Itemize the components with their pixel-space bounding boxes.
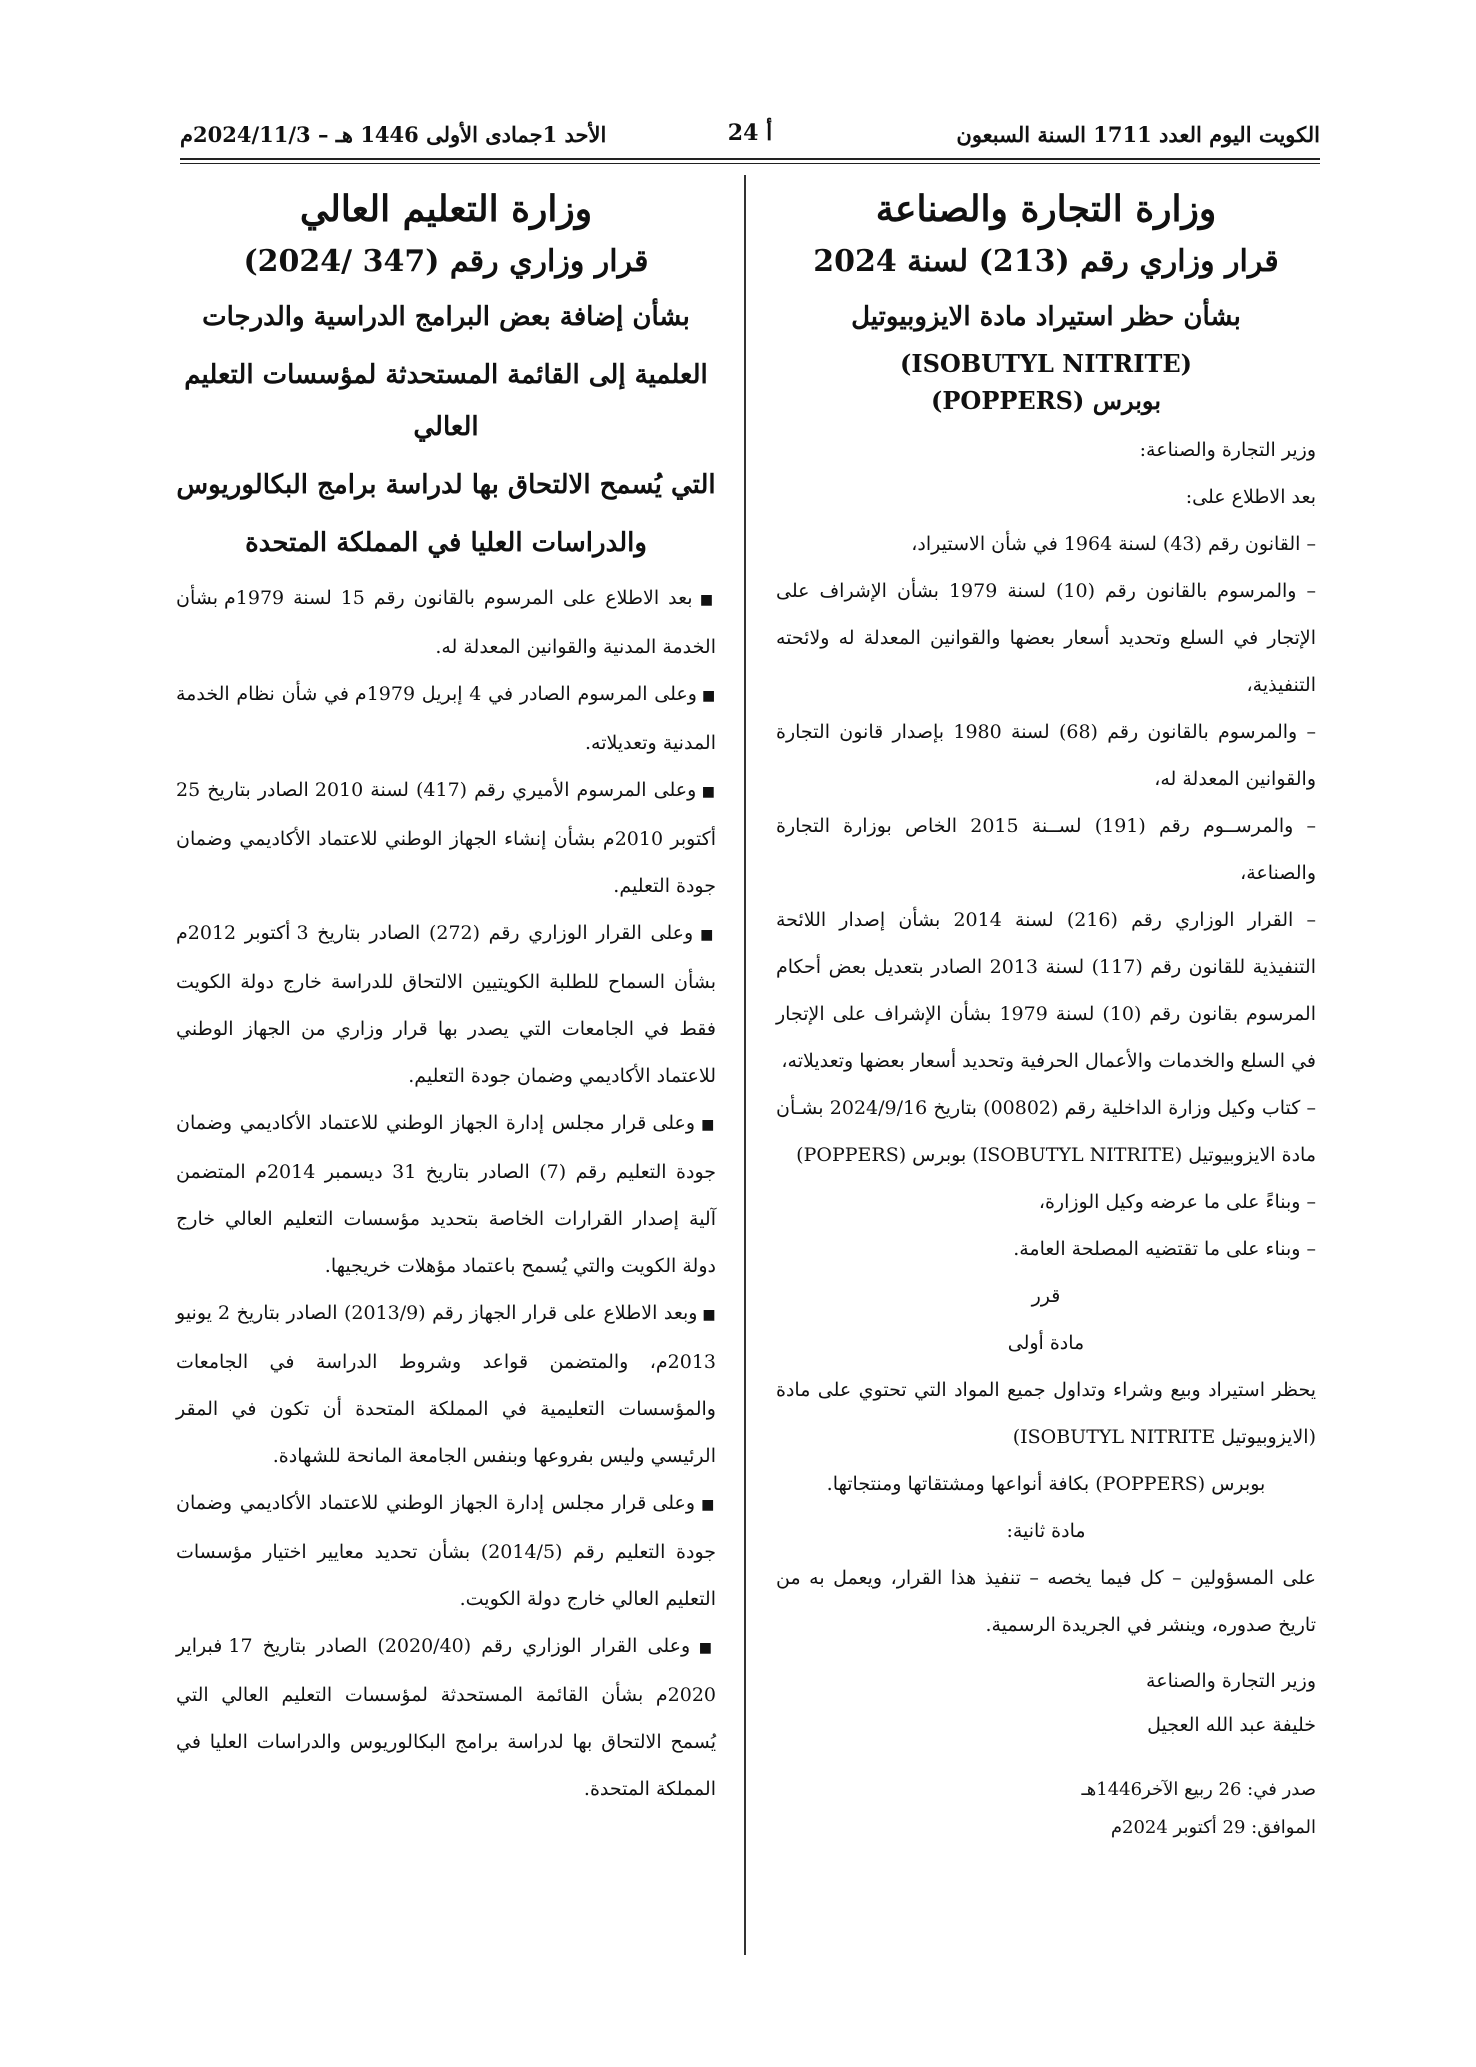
article-one-text-cont: بوبرس (POPPERS) بكافة أنواعها ومشتقاتها ومنتجاتها. (826, 1473, 1266, 1495)
review-item: – والمرســوم رقم (191) لســنة 2015 الخاص بوزارة التجارة والصناعة، (776, 815, 1316, 884)
article-two-title: مادة ثانية: (1006, 1520, 1086, 1542)
ministry-title: وزارة التعليم العالي (299, 188, 593, 230)
ministry-title: وزارة التجارة والصناعة (875, 188, 1217, 230)
corresponding-date: الموافق: 29 أكتوبر 2024م (1110, 1817, 1316, 1838)
preamble-paragraph: ■ وعلى القرار الوزاري رقم (272) الصادر بتاريخ 3 أكتوبر 2012م بشأن السماح للطلبة الكويتيين الالتحاق للدراسة خارج دولة الكويت فقط في الجامعات التي يصدر بها قرار وزاري من الجهاز الوطني للاعتماد الأكاديمي وضمان جودة التعليم. (176, 910, 716, 1100)
page-number: أ 24 (727, 120, 773, 146)
page-header (180, 118, 1320, 158)
issue-info: الكويت اليوم العدد 1711 السنة السبعون (956, 122, 1320, 147)
issue-dates (776, 1771, 1316, 1847)
minister-intro: وزير التجارة والصناعة: (1139, 439, 1316, 461)
preamble-paragraph: ■ وعلى قرار مجلس إدارة الجهاز الوطني للاعتماد الأكاديمي وضمان جودة التعليم رقم (2014/5) بشأن تحديد معايير اختيار مؤسسات التعليم العالي خارج دولة الكويت. (176, 1480, 716, 1623)
review-item: – والمرسوم بالقانون رقم (68) لسنة 1980 بإصدار قانون التجارة والقوانين المعدلة له، (776, 721, 1316, 790)
article-one-text: يحظر استيراد وبيع وشراء وتداول جميع المواد التي تحتوي على مادة (الايزوبيوتيل ISOBUTYL NITRITE) (776, 1379, 1316, 1448)
signature-block (776, 1659, 1316, 1747)
decree-number: قرار وزاري رقم (213) لسنة 2024 (813, 244, 1279, 279)
decree-subject: بشأن حظر استيراد مادة الايزوبيوتيل (851, 302, 1241, 332)
decree-number: قرار وزاري رقم (347 /2024) (243, 244, 649, 279)
decree-subject-line: العلمية إلى القائمة المستحدثة لمؤسسات التعليم العالي (184, 360, 708, 442)
preamble-paragraph: ■ وعلى قرار مجلس إدارة الجهاز الوطني للاعتماد الأكاديمي وضمان جودة التعليم رقم (7) الصادر بتاريخ 31 ديسمبر 2014م المتضمن آلية إصدار القرارات الخاصة بتحديد مؤسسات التعليم العالي خارج دولة الكويت والتي يُسمح باعتماد مؤهلات خريجيها. (176, 1100, 716, 1290)
decree-subject-english: (ISOBUTYL NITRITE) (900, 349, 1192, 378)
commerce-decree-column (776, 180, 1316, 1847)
review-item: – والمرسوم بالقانون رقم (10) لسنة 1979 بشأن الإشراف على الإتجار في السلع وتحديد أسعار بعضها والقوانين المعدلة له ولائحته التنفيذية، (776, 580, 1316, 696)
signatory-title: وزير التجارة والصناعة (1146, 1670, 1316, 1692)
higher-education-decree-column (176, 180, 716, 1813)
article-two-text: على المسؤولين – كل فيما يخصه – تنفيذ هذا القرار، ويعمل به من تاريخ صدوره، وينشر في الجريدة الرسمية. (776, 1567, 1316, 1636)
review-item: – القانون رقم (43) لسنة 1964 في شأن الاستيراد، (911, 533, 1316, 555)
review-item: – وبناءً على ما عرضه وكيل الوزارة، (1038, 1191, 1316, 1213)
preamble-paragraph: ■ وعلى القرار الوزاري رقم (2020/40) الصادر بتاريخ 17 فبراير 2020م بشأن القائمة المستحدثة لمؤسسات التعليم العالي التي يُسمح الالتحاق بها لدراسة برامج البكالوريوس والدراسات العليا في المملكة المتحدة. (176, 1623, 716, 1813)
decided-heading: قرر (1031, 1285, 1061, 1307)
after-review: بعد الاطلاع على: (1185, 486, 1316, 508)
review-item: – وبناء على ما تقتضيه المصلحة العامة. (1013, 1238, 1316, 1260)
review-item: – القرار الوزاري رقم (216) لسنة 2014 بشأن إصدار اللائحة التنفيذية للقانون رقم (117) لسنة 2013 الصادر بتعديل بعض أحكام المرسوم بقانون رقم (10) لسنة 1979 بشأن الإشراف على الإتجار في السلع والخدمات والأعمال الحرفية وتحديد أسعار بعضها وتعديلاته، (776, 909, 1316, 1072)
preamble-paragraph: ■ وعلى المرسوم الأميري رقم (417) لسنة 2010 الصادر بتاريخ 25 أكتوبر 2010م بشأن إنشاء الجهاز الوطني للاعتماد الأكاديمي وضمان جودة التعليم. (176, 767, 716, 910)
header-rule (180, 158, 1320, 160)
decree-subject-line: التي يُسمح الالتحاق بها لدراسة برامج البكالوريوس (176, 470, 716, 500)
preamble-paragraph: ■ وبعد الاطلاع على قرار الجهاز رقم (2013/9) الصادر بتاريخ 2 يونيو 2013م، والمتضمن قواعد وشروط الدراسة في الجامعات والمؤسسات التعليمية في المملكة المتحدة أن تكون في المقر الرئيسي وليس بفروعها وبنفس الجامعة المانحة للشهادة. (176, 1290, 716, 1480)
issued-date: صدر في: 26 ربيع الآخر1446هـ (1081, 1779, 1316, 1800)
header-rule-thin (180, 163, 1320, 164)
article-one-title: مادة أولى (1007, 1332, 1085, 1354)
decree-subject-line: بشأن إضافة بعض البرامج الدراسية والدرجات (202, 302, 690, 332)
column-divider (744, 175, 746, 1955)
issue-date: الأحد 1جمادى الأولى 1446 هـ – 2024/11/3م (180, 122, 607, 147)
decree-subject-line: والدراسات العليا في المملكة المتحدة (245, 528, 647, 558)
signatory-name: خليفة عبد الله العجيل (1147, 1714, 1316, 1736)
review-item: – كتاب وكيل وزارة الداخلية رقم (00802) بتاريخ 2024/9/16 بشـأن مادة الايزوبيوتيل (ISOBUTYL NITRITE) بوبرس (POPPERS) (776, 1097, 1316, 1166)
preamble-paragraph: ■ بعد الاطلاع على المرسوم بالقانون رقم 15 لسنة 1979م بشأن الخدمة المدنية والقوانين المعدلة له. (176, 575, 716, 671)
preamble-paragraph: ■ وعلى المرسوم الصادر في 4 إبريل 1979م في شأن نظام الخدمة المدنية وتعديلاته. (176, 671, 716, 767)
decree-subject-poppers: بوبرس (POPPERS) (931, 386, 1161, 415)
